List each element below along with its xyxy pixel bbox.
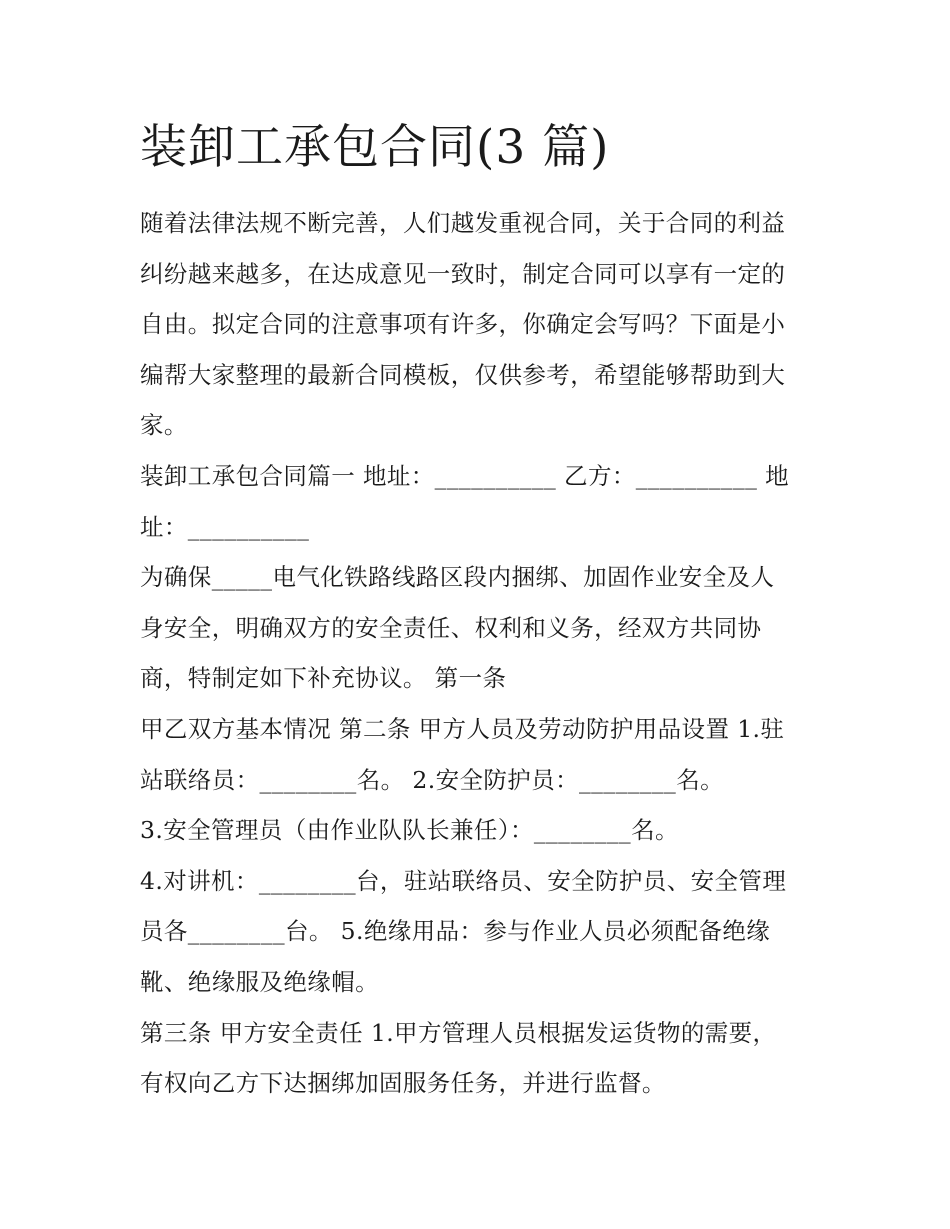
body-line: 3.安全管理员（由作业队队长兼任）：________名。 — [140, 816, 679, 845]
body-line: 编帮大家整理的最新合同模板，仅供参考，希望能够帮助到大 — [140, 360, 786, 389]
body-line: 甲乙双方基本情况 第二条 甲方人员及劳动防护用品设置 1.驻 — [140, 714, 785, 743]
body-line: 有权向乙方下达捆绑加固服务任务，并进行监督。 — [140, 1069, 666, 1098]
body-line: 家。 — [140, 411, 188, 440]
body-line: 商，特制定如下补充协议。 第一条 — [140, 664, 507, 693]
body-line: 第三条 甲方安全责任 1.甲方管理人员根据发运货物的需要， — [140, 1018, 777, 1047]
body-line: 员各________台。 5.绝缘用品：参与作业人员必须配备绝缘 — [140, 917, 771, 946]
body-line: 随着法律法规不断完善，人们越发重视合同，关于合同的利益 — [140, 209, 786, 237]
document-title: 装卸工承包合同(3 篇) — [140, 120, 610, 175]
body-line: 纠纷越来越多，在达成意见一致时，制定合同可以享有一定的 — [140, 259, 786, 288]
body-line: 址：__________ — [140, 512, 310, 541]
body-line: 为确保_____电气化铁路线路区段内捆绑、加固作业安全及人 — [140, 563, 775, 592]
body-line: 靴、绝缘服及绝缘帽。 — [140, 967, 379, 996]
body-line: 身安全，明确双方的安全责任、权利和义务，经双方共同协 — [140, 613, 762, 642]
body-line: 4.对讲机：________台，驻站联络员、安全防护员、安全管理 — [140, 866, 787, 895]
document-body — [140, 198, 830, 1109]
body-line: 装卸工承包合同篇一 地址：__________ 乙方：__________ 地 — [140, 461, 790, 490]
body-line: 站联络员：________名。 2.安全防护员：________名。 — [140, 765, 724, 794]
body-line: 自由。拟定合同的注意事项有许多，你确定会写吗？下面是小 — [140, 310, 786, 339]
